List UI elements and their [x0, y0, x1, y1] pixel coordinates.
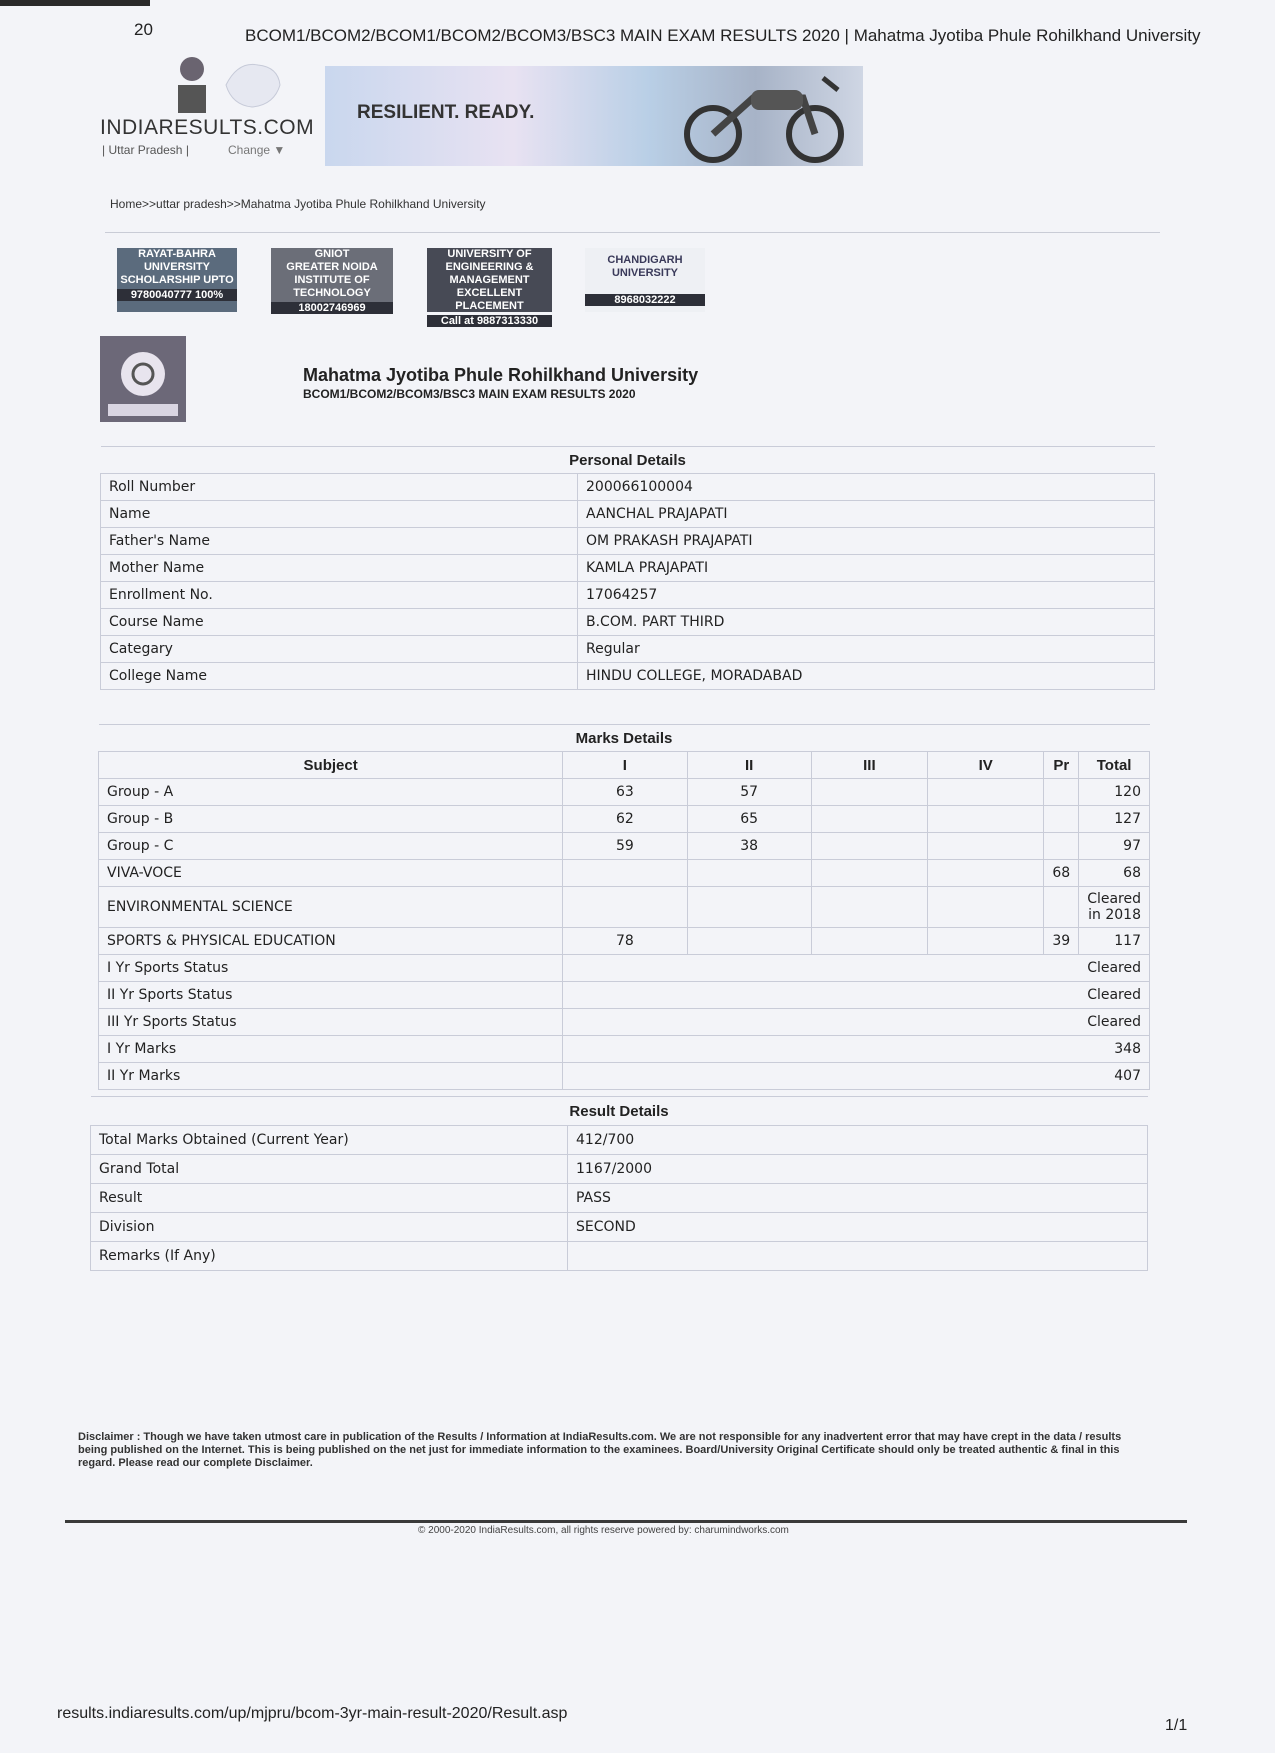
mark-cell: 68 [1044, 860, 1079, 887]
marks-details-table [98, 724, 1150, 1090]
status-value: 407 [563, 1063, 1150, 1090]
col-ii: II [687, 752, 811, 779]
table-row [99, 928, 1150, 955]
status-label: II Yr Sports Status [99, 982, 563, 1009]
table-row [99, 833, 1150, 860]
mark-cell: 78 [563, 928, 687, 955]
col-iii: III [811, 752, 927, 779]
mark-cell [928, 860, 1044, 887]
site-logo-text[interactable]: INDIARESULTS.COM [100, 116, 315, 139]
row-label: Grand Total [91, 1155, 568, 1184]
change-state-link[interactable]: Change ▼ [228, 143, 286, 157]
mark-cell: 38 [687, 833, 811, 860]
mark-cell: 57 [687, 779, 811, 806]
mark-cell [687, 928, 811, 955]
ad-uem-phone: Call at 9887313330 [427, 315, 552, 327]
col-i: I [563, 752, 687, 779]
ad-chandigarh-name: CHANDIGARH UNIVERSITY [607, 254, 683, 279]
table-row [101, 582, 1155, 609]
ad-chandigarh-university[interactable] [585, 248, 705, 312]
mark-cell [811, 887, 927, 928]
row-label: Roll Number [101, 474, 578, 501]
subject-cell: Group - B [99, 806, 563, 833]
ad-rayat-bahra-phone: 9780040777 100% [117, 289, 237, 301]
mark-cell: 39 [1044, 928, 1079, 955]
table-row [91, 1242, 1148, 1271]
status-label: I Yr Sports Status [99, 955, 563, 982]
status-value: Cleared [563, 1009, 1150, 1036]
mark-cell [811, 806, 927, 833]
motorcycle-icon [673, 68, 853, 164]
banner-slogan: RESILIENT. READY. [357, 102, 535, 123]
category-value: Regular [578, 636, 1155, 663]
disclaimer-text: Disclaimer : Though we have taken utmost care in publication of the Results / Information at IndiaResults.com. We are not responsible for any inadvertent error that may have crept in the data / results being published on the Internet. This is being published on the net just for immediate information to the examinees. Board/University Original Certificate should only be treated authentic & final in this regard. Please read our complete Disclaimer. [78, 1431, 1122, 1469]
print-header-date: 20 [134, 20, 153, 39]
personal-details-heading: Personal Details [101, 447, 1155, 474]
indiaresults-logo-icon[interactable] [172, 55, 212, 115]
copyright-text: © 2000-2020 IndiaResults.com, all rights reserve powered by: charumindworks.com [418, 1525, 789, 1536]
total-cell: 97 [1079, 833, 1150, 860]
status-value: 348 [563, 1036, 1150, 1063]
advert-banner[interactable] [325, 66, 863, 166]
ad-uem[interactable] [427, 248, 552, 327]
table-row [91, 1213, 1148, 1242]
print-footer-url: results.indiaresults.com/up/mjpru/bcom-3yr-main-result-2020/Result.asp [57, 1705, 568, 1722]
status-value: Cleared [563, 982, 1150, 1009]
ad-gniot-line: GREATER NOIDA INSTITUTE OF TECHNOLOGY [286, 261, 378, 299]
table-row [91, 1155, 1148, 1184]
row-label: Division [91, 1213, 568, 1242]
table-row [101, 528, 1155, 555]
status-label: II Yr Marks [99, 1063, 563, 1090]
exam-title: BCOM1/BCOM2/BCOM3/BSC3 MAIN EXAM RESULTS 2020 [303, 387, 636, 401]
mark-cell [811, 779, 927, 806]
row-label: Enrollment No. [101, 582, 578, 609]
row-label: Remarks (If Any) [91, 1242, 568, 1271]
university-name: Mahatma Jyotiba Phule Rohilkhand University [303, 365, 699, 385]
remarks-value [568, 1242, 1148, 1271]
ad-rayat-bahra-name: RAYAT-BAHRA UNIVERSITY [138, 248, 216, 273]
total-cell: 127 [1079, 806, 1150, 833]
personal-details-table [100, 446, 1155, 690]
father-name-value: OM PRAKASH PRAJAPATI [578, 528, 1155, 555]
table-row [99, 887, 1150, 928]
table-row [99, 860, 1150, 887]
mark-cell [811, 928, 927, 955]
mark-cell [687, 860, 811, 887]
mark-cell: 59 [563, 833, 687, 860]
student-name-value: AANCHAL PRAJAPATI [578, 501, 1155, 528]
college-value: HINDU COLLEGE, MORADABAD [578, 663, 1155, 690]
row-label: College Name [101, 663, 578, 690]
total-marks-value: 412/700 [568, 1126, 1148, 1155]
breadcrumb-divider [105, 232, 1160, 233]
table-row [99, 806, 1150, 833]
col-total: Total [1079, 752, 1150, 779]
roll-number-value: 200066100004 [578, 474, 1155, 501]
table-row [99, 1063, 1150, 1090]
col-pr: Pr [1044, 752, 1079, 779]
subject-cell: Group - C [99, 833, 563, 860]
table-row [91, 1126, 1148, 1155]
ad-gniot[interactable] [271, 248, 393, 312]
row-label: Name [101, 501, 578, 528]
mark-cell [1044, 779, 1079, 806]
mark-cell [928, 887, 1044, 928]
ad-gniot-name: GNIOT [314, 248, 350, 260]
result-details-table [90, 1096, 1148, 1271]
status-value: Cleared [563, 955, 1150, 982]
ad-uem-name: UNIVERSITY OF ENGINEERING & MANAGEMENT [445, 248, 534, 286]
course-value: B.COM. PART THIRD [578, 609, 1155, 636]
mark-cell [928, 779, 1044, 806]
total-cell: Cleared in 2018 [1079, 887, 1150, 928]
ad-gniot-phone: 18002746969 [271, 302, 393, 314]
footer-divider [65, 1520, 1187, 1523]
total-cell: 117 [1079, 928, 1150, 955]
table-row [99, 779, 1150, 806]
result-details-heading: Result Details [91, 1097, 1148, 1126]
mark-cell [811, 860, 927, 887]
mark-cell [1044, 887, 1079, 928]
mark-cell [811, 833, 927, 860]
mother-name-value: KAMLA PRAJAPATI [578, 555, 1155, 582]
row-label: Father's Name [101, 528, 578, 555]
table-row [101, 555, 1155, 582]
row-label: Course Name [101, 609, 578, 636]
table-row [91, 1184, 1148, 1213]
subject-cell: Group - A [99, 779, 563, 806]
row-label: Result [91, 1184, 568, 1213]
row-label: Mother Name [101, 555, 578, 582]
total-cell: 68 [1079, 860, 1150, 887]
ad-chandigarh-phone: 8968032222 [585, 294, 705, 306]
marks-header-row [99, 752, 1150, 779]
mark-cell [1044, 806, 1079, 833]
table-row [101, 609, 1155, 636]
print-header-title: BCOM1/BCOM2/BCOM1/BCOM2/BCOM3/BSC3 MAIN EXAM RESULTS 2020 | Mahatma Jyotiba Phule Rohilkhand University [245, 26, 1201, 45]
result-value: PASS [568, 1184, 1148, 1213]
mark-cell: 62 [563, 806, 687, 833]
table-row [101, 474, 1155, 501]
ad-uem-line: EXCELLENT PLACEMENT [455, 287, 524, 312]
ad-rayat-bahra[interactable] [117, 248, 237, 312]
university-emblem-icon [100, 336, 186, 422]
status-label: I Yr Marks [99, 1036, 563, 1063]
mark-cell [928, 928, 1044, 955]
table-row [99, 1009, 1150, 1036]
mark-cell: 63 [563, 779, 687, 806]
subject-cell: ENVIRONMENTAL SCIENCE [99, 887, 563, 928]
subject-cell: VIVA-VOCE [99, 860, 563, 887]
status-label: III Yr Sports Status [99, 1009, 563, 1036]
mark-cell [928, 806, 1044, 833]
page-corner [0, 0, 150, 6]
page-number: 1/1 [1165, 1717, 1188, 1734]
breadcrumb[interactable]: Home>>uttar pradesh>>Mahatma Jyotiba Phule Rohilkhand University [110, 197, 486, 211]
ad-rayat-bahra-line: SCHOLARSHIP UPTO [120, 274, 234, 286]
row-label: Categary [101, 636, 578, 663]
mark-cell [1044, 833, 1079, 860]
mark-cell [928, 833, 1044, 860]
total-cell: 120 [1079, 779, 1150, 806]
row-label: Total Marks Obtained (Current Year) [91, 1126, 568, 1155]
col-iv: IV [928, 752, 1044, 779]
state-label: | Uttar Pradesh | [102, 143, 189, 157]
subject-cell: SPORTS & PHYSICAL EDUCATION [99, 928, 563, 955]
table-row [101, 501, 1155, 528]
table-row [99, 982, 1150, 1009]
col-subject: Subject [99, 752, 563, 779]
grand-total-value: 1167/2000 [568, 1155, 1148, 1184]
division-value: SECOND [568, 1213, 1148, 1242]
enrollment-value: 17064257 [578, 582, 1155, 609]
mark-cell: 65 [687, 806, 811, 833]
table-row [101, 663, 1155, 690]
table-row [101, 636, 1155, 663]
mark-cell [563, 887, 687, 928]
table-row [99, 1036, 1150, 1063]
uttar-pradesh-map-icon [218, 55, 286, 113]
table-row [99, 955, 1150, 982]
mark-cell [563, 860, 687, 887]
marks-details-heading: Marks Details [99, 725, 1150, 752]
mark-cell [687, 887, 811, 928]
